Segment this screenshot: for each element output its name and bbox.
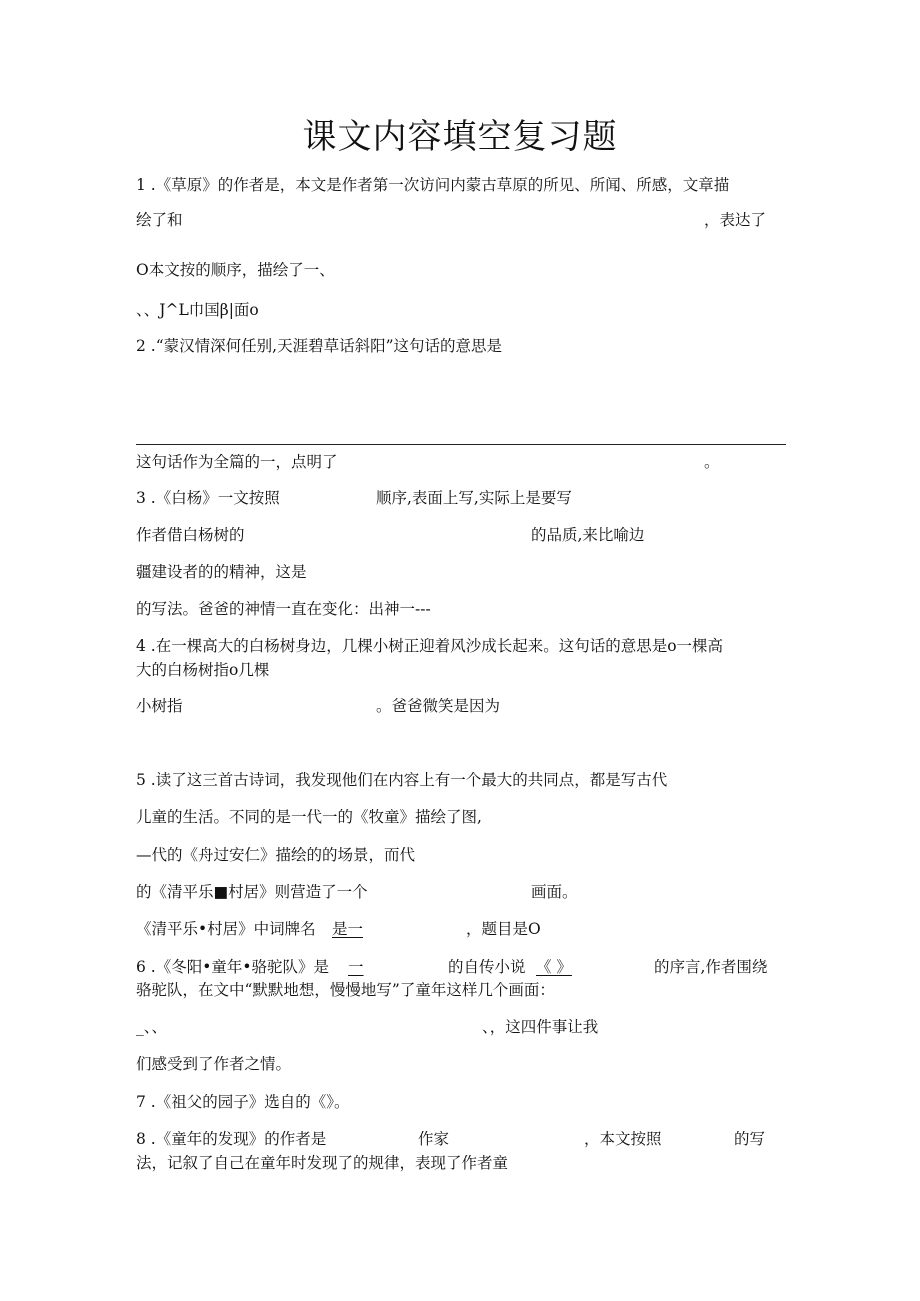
q1-line2-start: 绘了和 [136, 211, 183, 229]
q1-line1: 1 .《草原》的作者是，本文是作者第一次访问内蒙古草原的所见、所闻、所感，文章描 [136, 176, 730, 194]
q5-line5-start: 《清平乐•村居》中词牌名 [136, 920, 316, 938]
q2-line1: 2 .“蒙汉情深何任别,天涯碧草话斜阳”这句话的意思是 [136, 337, 502, 355]
answer-rule-line [136, 444, 786, 445]
q2-line2-start: 这句话作为全篇的一，点明了 [136, 453, 338, 471]
q4-line2: 大的白杨树指o几棵 [136, 661, 270, 679]
q5-line2: 儿童的生活。不同的是一代一的《牧童》描绘了图, [136, 808, 482, 826]
q7-line1: 7 .《祖父的园子》选自的《》。 [136, 1093, 350, 1111]
q6-line1-start: 6 .《冬阳•童年•骆驼队》是 [136, 958, 330, 976]
q6-line1-mid: 的自传小说 [448, 958, 526, 976]
q6-line1-blank-author: 一 [348, 958, 364, 976]
q3-line1-end: 顺序,表面上写,实际上是要写 [376, 489, 572, 507]
page-title: 课文内容填空复习题 [302, 117, 618, 157]
q6-line3-start: _、、 [136, 1018, 168, 1036]
q5-line4-start: 的《清平乐■村居》则营造了一个 [136, 883, 368, 901]
q4-line1: 4 .在一棵高大的白杨树身边，几棵小树正迎着风沙成长起来。这句话的意思是o一棵高 [136, 637, 724, 655]
q6-line3-end: 、，这四件事让我 [482, 1018, 599, 1036]
q3-line4: 的写法。爸爸的神情一直在变化：出神一--- [136, 600, 431, 618]
q3-line1-start: 3 .《白杨》一文按照 [136, 489, 280, 507]
q5-line5-blank: 是一 [332, 920, 364, 938]
q8-line1-start: 8 .《童年的发现》的作者是 [136, 1130, 327, 1148]
q4-line3-end: 。爸爸微笑是因为 [376, 697, 501, 715]
q1-line3: O本文按的顺序，描绘了一、 [136, 261, 335, 279]
q6-line2: 骆驼队，在文中“默默地想，慢慢地写”了童年这样几个画面： [136, 981, 555, 999]
q2-line2-end: 。 [704, 453, 720, 471]
q5-line5-end: ，题目是O [466, 920, 541, 938]
q3-line3: 疆建设者的的精神，这是 [136, 563, 307, 581]
q6-line4: 们感受到了作者之情。 [136, 1055, 292, 1073]
q6-line1-end: 的序言,作者围绕 [654, 958, 768, 976]
q5-line3: —代的《舟过安仁》描绘的的场景，而代 [136, 846, 416, 864]
q6-line1-blank-book: 《 》 [536, 958, 572, 976]
q3-line2-end: 的品质,来比喻边 [531, 526, 645, 544]
q1-line2-end: ，表达了 [704, 211, 767, 229]
q8-line1-order: ，本文按照 [584, 1130, 662, 1148]
q4-line3-start: 小树指 [136, 697, 183, 715]
q3-line2-start: 作者借白杨树的 [136, 526, 245, 544]
q5-line4-end: 画面。 [531, 883, 578, 901]
q8-line1-end: 的写 [734, 1130, 766, 1148]
q5-line1: 5 .读了这三首古诗词，我发现他们在内容上有一个最大的共同点，都是写古代 [136, 771, 668, 789]
q1-line4: 、、J^L巾国β|面o [136, 301, 259, 319]
q8-line1-author-type: 作家 [418, 1130, 450, 1148]
q8-line2: 法，记叙了自己在童年时发现了的规律，表现了作者童 [136, 1154, 509, 1172]
